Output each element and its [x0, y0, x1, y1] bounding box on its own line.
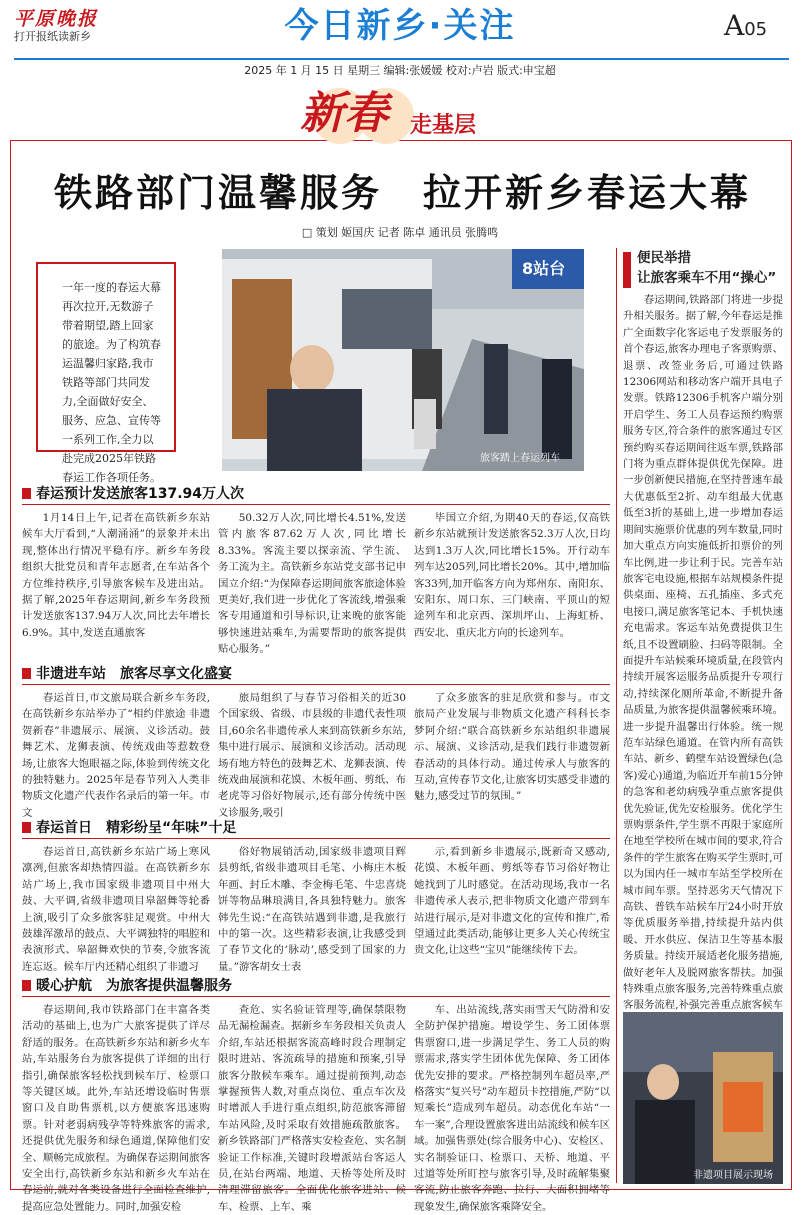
section-4-col-1: 春运期间,我市铁路部门在丰富各类活动的基础上,也为广大旅客提供了详尽舒适的服务。在高铁新乡东站和新乡火车站,车站服务台为旅客提供了详细的出行指引,确保旅客轻松找到候车厅、检票口等关键区域。此外,车站还增设临时售票窗口及自助售票机,以方便旅客迅速购票。针对老弱病残孕等特殊旅客的需求,还提供优先服务和绿色通道,保障他们安全、顺畅完成旅程。为确保春运期间旅客安全出行,高铁新乡东站和新乡火车站在春运前,就对各类设备进行全面检查维护,提高应急处置能力。同时,加强安检: [22, 1004, 210, 1213]
section-3-col-3: 示,看到新乡非遗展示,既新奇又感动,花馍、木板年画、剪纸等春节习俗好物让她找到了儿时感觉。在活动现场,我市一名非遗传承人表示,把非物质文化遗产带到车站进行展示,是对非遗文化的宣传和推广,希望通过此类活动,能够让更多人关心传统宝贵文化,让这些“宝贝”能继续传下去。: [414, 846, 610, 957]
photo-station-platform: [222, 249, 584, 471]
sidebar-title-2: 让旅客乘车不用“操心”: [637, 270, 777, 286]
page-number: [724, 8, 767, 48]
page-digits: 05: [744, 19, 768, 40]
section-4-col-2: 查危、实名验证管理等,确保禁限物品无漏检漏查。据新乡车务段相关负责人介绍,车站还根据客流高峰时段合理制定限时进站、客流疏导的措施和预案,引导旅客分散候车乘车。通过提前预判,动态掌握预售人数,对重点岗位、重点车次及时增派人手进行重点组织,防范旅客滞留车站风险,及时采取有效措施疏散旅客。新乡铁路部门严格落实安检查危、实名制验证工作标准,关键时段增派站台客运人员,在站台两端、地道、天桥等处所及时清理滞留旅客。全面优化旅客进站、候车、检票、上车、乘: [218, 1004, 406, 1213]
section-title: 今日新乡·关注: [284, 6, 516, 46]
section-3-col-1: 春运首日,高铁新乡东站广场上寒风凛冽,但旅客却热情四溢。在高铁新乡东站广场上,我市国家级非遗项目中州大鼓、大平调,省级非遗项目皋韶舞等轮番上演,吸引了众多旅客驻足观赏。中州大鼓雄浑激昂的鼓点、大平调独特的唱腔和表演形式、皋韶舞欢快的节奏,令旅客流连忘返。候车厅内还精心组织了非遗习: [22, 846, 210, 973]
logo-text: 平原晚报: [14, 8, 99, 30]
section-1-col-3: 毕国立介绍,为期40天的春运,仅高铁新乡东站就预计发送旅客52.3万人次,日均达到1.3万人次,同比增长15%。开行动车列车达205列,同比增长20%。其中,增加临客33列,加开临客方向为郑州东、南阳东、安阳东、周口东、三门峡南、平顶山的短途列车和北京西、深圳坪山、上海虹桥、西安北、重庆北方向的长途列车。: [414, 512, 610, 639]
column-divider: [616, 248, 617, 1183]
column-banner: [290, 86, 530, 148]
section-1-head: 春运预计发送旅客137.94万人次: [22, 484, 610, 505]
section-2-col-3: 了众多旅客的驻足欣赏和参与。市文旅局产业发展与非物质文化遗产科科长李梦阿介绍:“联合高铁新乡东站组织非遗展示、展演、义诊活动,是我们践行非遗贺新春活动的具体行动。通过传承人与旅客的互动,宣传春节文化,让旅客切实感受非遗的魅力,感受过节的氛围。”: [414, 692, 610, 803]
issue-meta: 2025 年 1 月 15 日 星期三 编辑:张媛媛 校对:卢岩 版式:申宝超: [244, 64, 556, 77]
masthead-rule: [14, 58, 789, 60]
section-1-col-1: 1月14日上午,记者在高铁新乡东站候车大厅看到,“人潮涌涌”的景象并未出现,整体出行情况平稳有序。新乡车务段组织大批党员和青年志愿者,在车站各个方位维持秩序,引导旅客候车及进出站。据了解,2025年春运期间,新乡车务段预计发送旅客137.94万人次,同比去年增长6.9%。其中,发送直通旅客: [22, 512, 210, 639]
section-2-col-1: 春运首日,市文旅局联合新乡车务段,在高铁新乡东站举办了“相约伴旅途 非遗贺新春”非遗展示、展演、义诊活动。鼓舞艺术、龙狮表演、传统戏曲等惹数登场,让旅客大饱眼福之际,体验到传统文化的独特魅力。2025年是春节列入人类非物质文化遗产代表作名录后的第一年。市文: [22, 692, 210, 819]
sidebar-title-1: 便民举措: [637, 250, 691, 266]
intro-box: [36, 262, 176, 484]
intro-text: 一年一度的春运大幕再次拉开,无数游子带着期望,踏上回家的旅途。为了构筑春运温馨归家路,我市铁路等部门共同发力,全面做好安全、服务、应急、宣传等一系列工作,全力以赴完成2025年铁路春运工作各项任务。: [62, 281, 161, 484]
photo2-caption: 非遗项目展示现场: [693, 1170, 773, 1181]
page-letter: A: [724, 9, 745, 42]
platform-photo-icon: [222, 249, 584, 471]
banner-sub: 走基层: [410, 113, 477, 138]
photo-caption: 旅客踏上春运列车: [480, 453, 560, 464]
sidebar-text: 春运期间,铁路部门将进一步提升相关服务。据了解,今年春运是推广全面数字化客运电子发票服务的首个春运,旅客办理电子客票购票、退票、改签业务后,可通过铁路12306网站和移动客户端开具电子发票。铁路12306手机客户端分别开启学生、务工人员春运预约购票服务专区,符合条件的旅客通过专区预约购买春运期间往返车票,铁路部门将为重点群体提供优先保障。进一步创新便民措施,在坚持普速车最大优惠低至2折、动车组最大优惠低至3折的基础上,进一步增加春运期间实施票价优惠的列车数量,同时加大重点方向实施低折扣票价的列车比例,进一步让利于民。完善车站旅客宅电设施,根据车站规模条件提供桌面、座椅、五孔插座、多式充电接口,满足旅客笔记本、手机快速充电需求。客运车站免费提供卫生纸,且不设置刷脸、扫码等限制。全面提升车站候乘环境质量,在段管内持续开展客运服务品质提升专项行动,持续深化厕所革命,不断提升备品质量,为旅客提供温馨候乘环境。进一步提升温馨出行体验。统一规范车站绿色通道。在管内所有高铁车站、新乡、鹤壁车站设置绿色(急客)爱心)通道,为临近开车前15分钟的急客和老幼病残孕重点旅客提供优先验证,优先安检服务。优化学生票购票条件,学生票不再限于家庭所在地至学校所在城市间的要求,符合条件的学生旅客在购买学生票时,可以为国内任一城市车站至学校所在城市间车票。坚持恶劣天气情况下高铁、普铁车站候车厅24小时开放等优质服务举措,持续提升站内供暖、开水供应、保洁卫生等基本服务质量。持续开展适老化服务措施,做好老年人及脱网旅客帮扶。加强特殊重点旅客服务,完善特殊重点旅客服务流程,补强完善重点旅客候车: [623, 294, 783, 1012]
byline: □ 策划 姬国庆 记者 陈卓 通讯员 张腾鸣: [301, 226, 499, 239]
newspaper-logo: [14, 8, 144, 44]
section-2-head: 非遗进车站 旅客尽享文化盛宴: [22, 664, 610, 685]
section-4-head: 暖心护航 为旅客提供温馨服务: [22, 976, 610, 997]
photo-intangible-heritage: [623, 1012, 783, 1184]
section-4-col-3: 车、出站流线,落实雨雪天气防滑和安全防护保护措施。增设学生、务工团体票售票窗口,进一步满足学生、务工人员的购票需求,落实学生团体优先保障、务工团体优先安排的要求。严格控制列车超员率,严格落实“复兴号”动车超员卡控措施,严防“以短乘长”造成列车超员。动态优化车站“一车一案”,合理设置旅客进出站流线和候车区域。加强售票处(综合服务中心)、安检区、实名制验证口、检票口、天桥、地道、平过道等处所盯控与旅客引导,及时疏解集聚客流,防止旅客奔跑、拉行、大面积拥堵等现象发生,确保旅客乘降安全。: [414, 1004, 610, 1213]
section-3-col-2: 俗好物展销活动,国家级非遗项目辉县剪纸,省级非遗项目毛笔、小梅庄木板年画、封丘木雕、李金梅毛笔、牛忠喜烧饼等物品琳琅满目,各具独特魅力。旅客韩先生说:“在高铁站遇到非遗,是我旅行中的第一次。这些精彩表演,让我感受到了春节文化的‘脉动’,感受到了国家的力量。”游客胡女士表: [218, 846, 406, 973]
logo-slogan: 打开报纸读新乡: [14, 30, 91, 43]
platform-sign: 8站台: [522, 259, 566, 278]
section-2-col-2: 旅局组织了与春节习俗相关的近30个国家级、省级、市县级的非遗代表性项目,60余名非遗传承人来到高铁新乡东站,集中进行展示、展演和义诊活动。活动现场有地方特色的鼓舞艺术、龙狮表演、传统戏曲展演和花馍、木板年画、剪纸、布老虎等习俗好物展示,还有部分传统中医义诊服务,吸引: [218, 692, 406, 819]
heritage-photo-icon: [623, 1012, 783, 1184]
headline: 铁路部门温馨服务 拉开新乡春运大幕: [53, 171, 751, 215]
sidebar-header: [623, 248, 783, 290]
section-1-col-2: 50.32万人次,同比增长4.51%,发送管内旅客87.62万人次,同比增长8.33%。客流主要以探亲流、学生流、务工流为主。高铁新乡东站党支部书记申国立介绍:“为保障春运期间旅客旅途体验更美好,我们进一步优化了客流线,增强乘客专用通道和引导标识,让来晚的旅客能够快速进站乘车,为需要帮助的旅客提供贴心服务。”: [218, 512, 406, 656]
section-3-head: 春运首日 精彩纷呈“年味”十足: [22, 818, 610, 839]
banner-main: 新春: [300, 88, 388, 139]
